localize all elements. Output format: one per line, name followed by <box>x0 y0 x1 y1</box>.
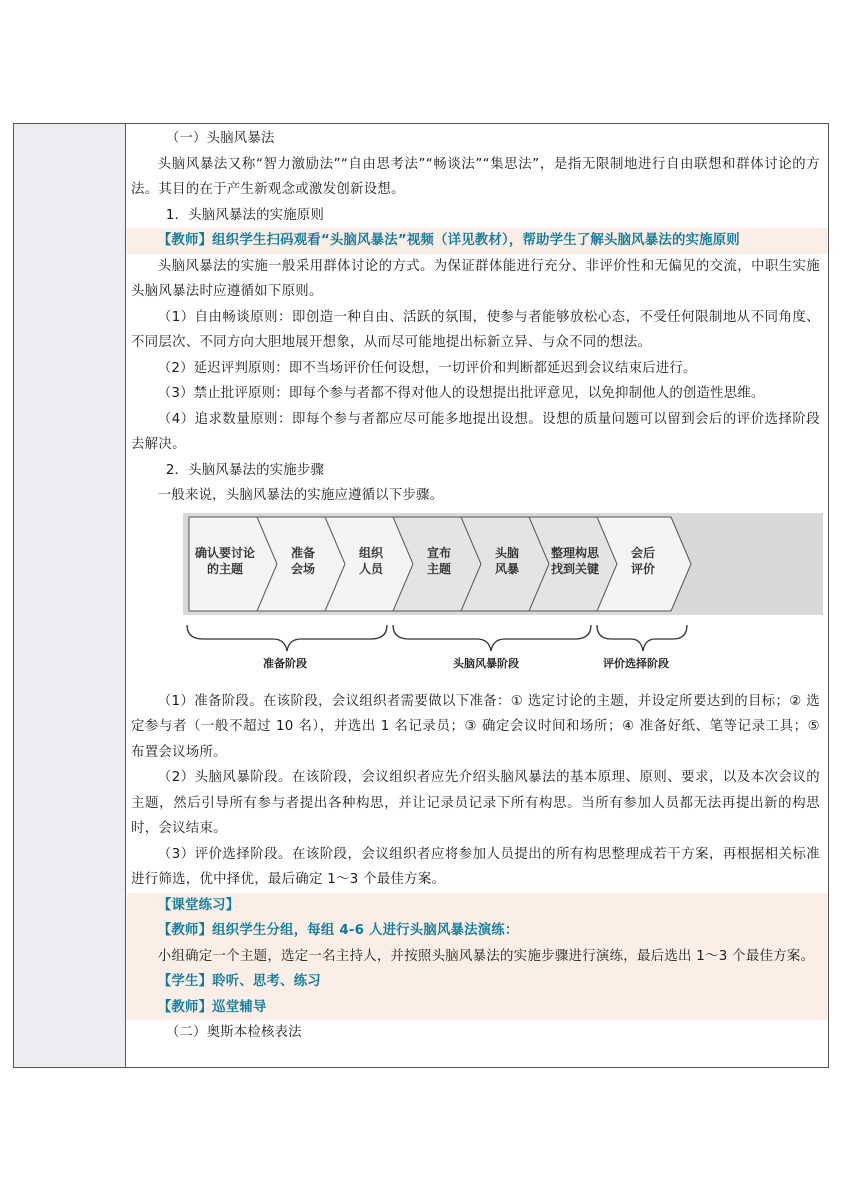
flow-step-7-label: 评价 <box>630 561 656 576</box>
flow-step-2-label: 会场 <box>290 561 316 576</box>
step-desc-2: （2）头脑风暴阶段。在该阶段，会议组织者应先介绍头脑风暴法的基本原理、原则、要求，以及本次会议的主题，然后引导所有参与者提出各种构思，并让记录员记录下所有构思。当所有参加人员都无法再提出新的构思时，会议结束。 <box>131 770 820 836</box>
flow-step-7-label: 会后 <box>630 545 656 560</box>
content-cell <box>127 124 828 1046</box>
flow-step-2-label: 准备 <box>290 545 316 560</box>
section-title-2: （二）奥斯本检核表法 <box>165 1025 302 1040</box>
section-title: （一）头脑风暴法 <box>165 131 275 146</box>
phase-braces <box>187 625 687 651</box>
subheading-steps: 2．头脑风暴法的实施步骤 <box>165 462 325 478</box>
flow-step-4-label: 主题 <box>426 561 452 576</box>
phase-label-brainstorm: 头脑风暴阶段 <box>453 656 519 670</box>
teacher-group-note: 【教师】组织学生分组，每组 4-6 人进行头脑风暴法演练： <box>127 918 828 944</box>
lesson-table <box>13 123 829 1068</box>
flow-diagram <box>131 513 820 689</box>
teacher-patrol-note: 【教师】巡堂辅导 <box>127 995 828 1021</box>
flow-step-3-label: 组织 <box>358 545 384 560</box>
flow-step-4-label: 宣布 <box>426 545 452 560</box>
principle-4: （4）追求数量原则：即每个参与者都应尽可能多地提出设想。设想的质量问题可以留到会后的评价选择阶段去解决。 <box>131 411 820 452</box>
step-desc-1: （1）准备阶段。在该阶段，会议组织者需要做以下准备：① 选定讨论的主题，并设定所要达到的目标；② 选定参与者（一般不超过 10 名），并选出 1 名记录员；③ 确定会议时间和场所；④ 准备好纸、笔等记录工具；⑤ 布置会议场所。 <box>131 693 820 760</box>
principle-3: （3）禁止批评原则：即每个参与者都不得对他人的设想提出批评意见，以免抑制他人的创造性思维。 <box>157 386 765 401</box>
flow-svg <box>183 513 823 689</box>
flow-step-6-label: 找到关键 <box>550 561 600 576</box>
teacher-note: 【教师】组织学生扫码观看“头脑风暴法”视频（详见教材），帮助学生了解头脑风暴法的实施原则 <box>127 228 828 254</box>
subheading-principles: 1．头脑风暴法的实施原则 <box>165 207 325 223</box>
principle-2: （2）延迟评判原则：即不当场评价任何设想，一切评价和判断都延迟到会议结束后进行。 <box>157 360 697 376</box>
practice-text: 小组确定一个主题，选定一名主持人，并按照头脑风暴法的实施步骤进行演练，最后选出 1～3 个最佳方案。 <box>127 944 828 970</box>
steps-intro: 一般来说，头脑风暴法的实施应遵循以下步骤。 <box>157 488 444 503</box>
phase-label-evaluate: 评价选择阶段 <box>603 656 669 670</box>
flow-step-5-label: 风暴 <box>494 561 520 576</box>
step-desc-3: （3）评价选择阶段。在该阶段，会议组织者应将参加人员提出的所有构思整理成若干方案，再根据相关标准进行筛选，优中择优，最后确定 1～3 个最佳方案。 <box>131 846 820 887</box>
flow-step-1-label: 确认要讨论 <box>194 545 256 560</box>
flow-step-1-label: 的主题 <box>206 561 244 576</box>
left-column <box>14 124 126 1067</box>
principles-intro: 头脑风暴法的实施一般采用群体讨论的方式。为保证群体能进行充分、非评价性和无偏见的交流，中职生实施头脑风暴法时应遵循如下原则。 <box>131 258 820 299</box>
flow-step-6-label: 整理构思 <box>550 545 600 560</box>
principle-1: （1）自由畅谈原则：即创造一种自由、活跃的氛围，使参与者能够放松心态，不受任何限制地从不同角度、不同层次、不同方向大胆地展开想象，从而尽可能地提出标新立异、与众不同的想法。 <box>131 309 820 350</box>
phase-label-prepare: 准备阶段 <box>263 656 307 670</box>
flow-step-3-label: 人员 <box>358 561 384 576</box>
intro-paragraph: 头脑风暴法又称“智力激励法”“自由思考法”“畅谈法”“集思法”，是指无限制地进行自由联想和群体讨论的方法。其目的在于产生新观念或激发创新设想。 <box>131 156 820 197</box>
practice-heading: 【课堂练习】 <box>127 893 828 919</box>
student-note: 【学生】聆听、思考、练习 <box>127 969 828 995</box>
flow-step-5-label: 头脑 <box>494 545 520 560</box>
